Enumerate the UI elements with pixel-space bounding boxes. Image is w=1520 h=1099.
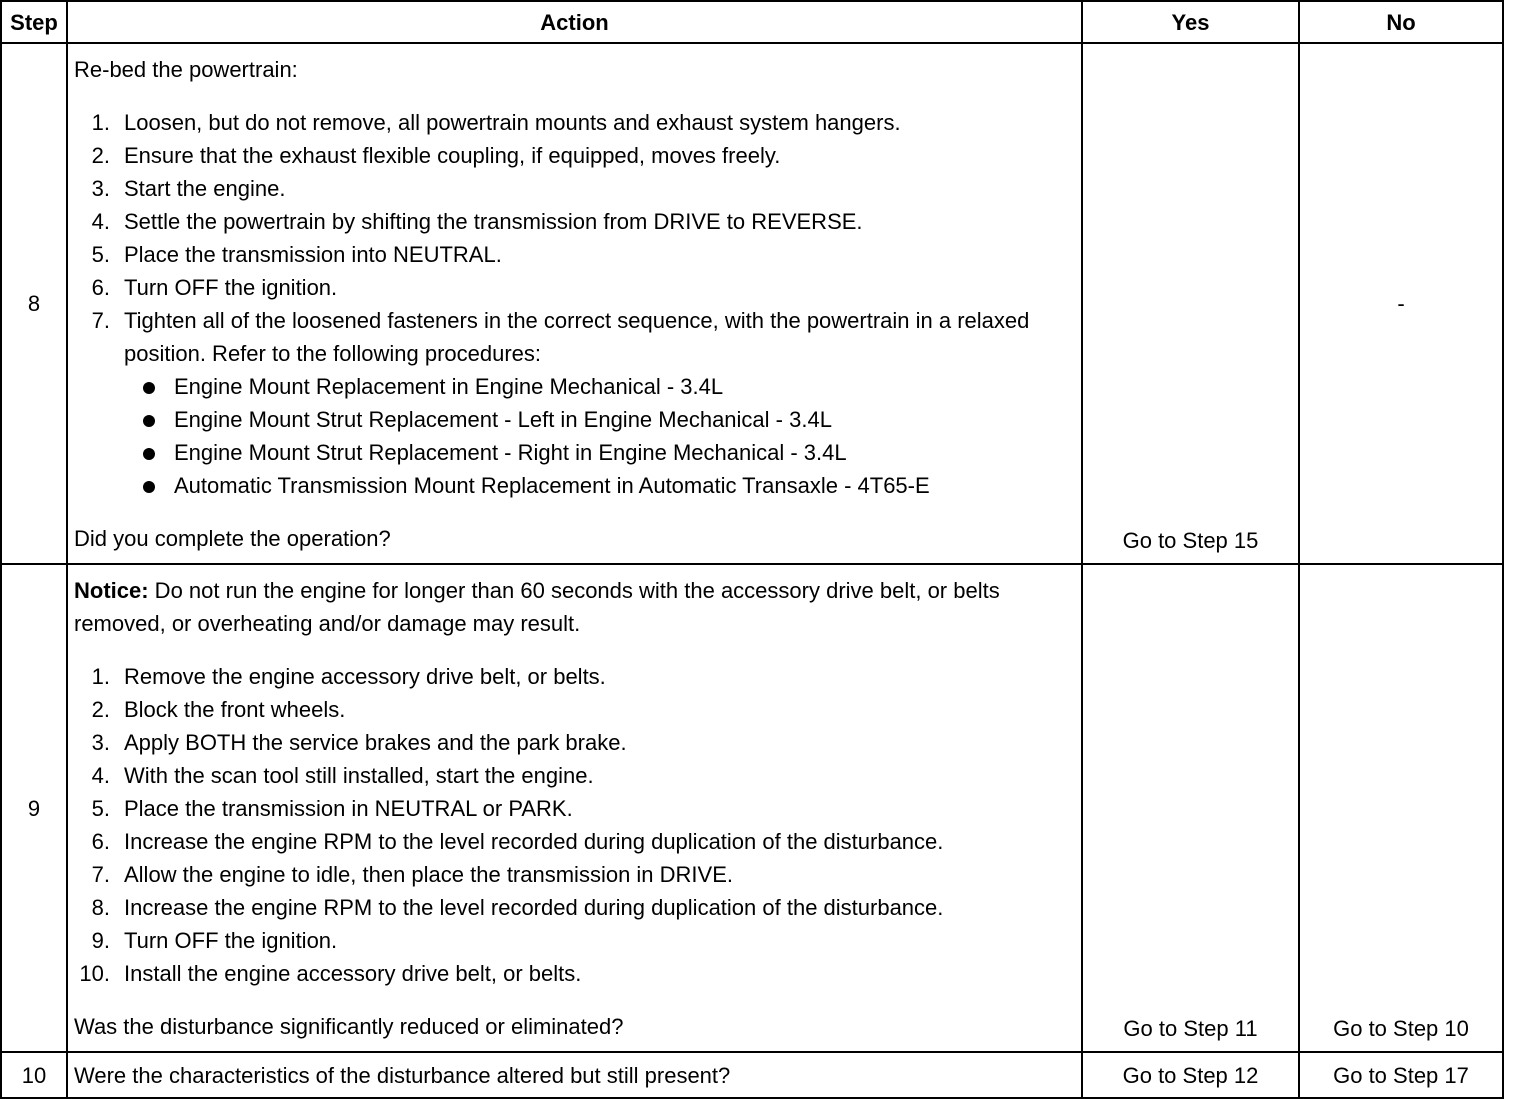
notice-paragraph (74, 574, 1071, 640)
bullet-text: Engine Mount Replacement in Engine Mechanical - 3.4L (174, 374, 724, 399)
bullet-list (124, 370, 1071, 502)
list-item (74, 238, 1071, 271)
bullet-text: Automatic Transmission Mount Replacement in Automatic Transaxle - 4T65-E (174, 473, 930, 498)
action-cell (67, 1052, 1082, 1098)
item-number: 7. (91, 308, 110, 333)
action-cell (67, 564, 1082, 1052)
no-answer: - (1397, 291, 1405, 316)
list-item (74, 924, 1071, 957)
list-item (74, 172, 1071, 205)
item-text: Start the engine. (124, 176, 286, 201)
list-item (74, 693, 1071, 726)
item-number: 3. (91, 176, 110, 201)
item-number: 5. (91, 796, 110, 821)
action-intro: Re-bed the powertrain: (74, 57, 298, 82)
item-number: 10. (79, 961, 110, 986)
header-row (1, 1, 1503, 43)
table-row-step-9 (1, 564, 1503, 1052)
list-item (74, 825, 1071, 858)
list-item (74, 759, 1071, 792)
header-no: No (1299, 1, 1503, 43)
item-text: Tighten all of the loosened fasteners in the correct sequence, with the powertrain in a relaxed position. Refer to the following procedures: (124, 308, 1030, 366)
list-item (74, 792, 1071, 825)
yes-cell (1082, 43, 1299, 564)
item-text: Block the front wheels. (124, 697, 346, 722)
bullet-item (124, 436, 1071, 469)
item-number: 8. (91, 895, 110, 920)
step-number: 10 (1, 1052, 67, 1098)
yes-cell (1082, 1052, 1299, 1098)
list-item (74, 139, 1071, 172)
bullet-item (124, 403, 1071, 436)
item-number: 2. (91, 697, 110, 722)
bullet-item (124, 370, 1071, 403)
numbered-list (74, 106, 1071, 502)
bullet-text: Engine Mount Strut Replacement - Left in Engine Mechanical - 3.4L (174, 407, 832, 432)
item-number: 3. (91, 730, 110, 755)
step-number: 8 (1, 43, 67, 564)
item-text: Turn OFF the ignition. (124, 928, 338, 953)
action-question: Did you complete the operation? (74, 526, 391, 551)
item-text: Place the transmission in NEUTRAL or PARK. (124, 796, 573, 821)
item-text: Settle the powertrain by shifting the transmission from DRIVE to REVERSE. (124, 209, 863, 234)
no-cell (1299, 1052, 1503, 1098)
list-item (74, 205, 1071, 238)
header-step: Step (1, 1, 67, 43)
header-action: Action (67, 1, 1082, 43)
item-text: Loosen, but do not remove, all powertrain mounts and exhaust system hangers. (124, 110, 901, 135)
no-cell (1299, 43, 1503, 564)
notice-text: Do not run the engine for longer than 60 seconds with the accessory drive belt, or belts removed, or overheating and/or damage may result. (74, 578, 1000, 636)
list-item (74, 957, 1071, 990)
table-row-step-8 (1, 43, 1503, 564)
yes-answer: Go to Step 12 (1122, 1062, 1259, 1088)
item-number: 1. (91, 664, 110, 689)
list-item (74, 660, 1071, 693)
item-text: Ensure that the exhaust flexible coupling, if equipped, moves freely. (124, 143, 781, 168)
list-item (74, 304, 1071, 502)
item-number: 1. (91, 110, 110, 135)
bullet-icon (143, 415, 155, 427)
list-item (74, 106, 1071, 139)
bullet-text: Engine Mount Strut Replacement - Right in Engine Mechanical - 3.4L (174, 440, 847, 465)
step-number: 9 (1, 564, 67, 1052)
bullet-icon (143, 448, 155, 460)
item-number: 7. (91, 862, 110, 887)
numbered-list (74, 660, 1071, 990)
no-answer: Go to Step 10 (1333, 1016, 1469, 1041)
list-item (74, 891, 1071, 924)
item-text: Increase the engine RPM to the level recorded during duplication of the disturbance. (124, 829, 944, 854)
yes-answer: Go to Step 11 (1123, 1016, 1258, 1041)
bullet-icon (143, 382, 155, 394)
bullet-item (124, 469, 1071, 502)
notice-label: Notice: (74, 578, 149, 603)
yes-answer: Go to Step 15 (1122, 528, 1259, 553)
item-text: Remove the engine accessory drive belt, or belts. (124, 664, 606, 689)
header-yes: Yes (1082, 1, 1299, 43)
item-number: 2. (91, 143, 110, 168)
yes-cell (1082, 564, 1299, 1052)
list-item (74, 271, 1071, 304)
item-number: 4. (91, 763, 110, 788)
list-item (74, 726, 1071, 759)
list-item (74, 858, 1071, 891)
item-number: 4. (91, 209, 110, 234)
item-text: Increase the engine RPM to the level recorded during duplication of the disturbance. (124, 895, 944, 920)
action-question: Were the characteristics of the disturbance altered but still present? (74, 1062, 731, 1088)
item-text: Apply BOTH the service brakes and the park brake. (124, 730, 627, 755)
table-row-step-10 (1, 1052, 1503, 1098)
bullet-icon (143, 481, 155, 493)
item-number: 5. (91, 242, 110, 267)
item-number: 6. (91, 829, 110, 854)
no-cell (1299, 564, 1503, 1052)
item-text: Install the engine accessory drive belt, or belts. (124, 961, 582, 986)
item-number: 9. (91, 928, 110, 953)
no-answer: Go to Step 17 (1333, 1062, 1469, 1088)
item-text: Turn OFF the ignition. (124, 275, 338, 300)
item-text: With the scan tool still installed, start the engine. (124, 763, 594, 788)
item-number: 6. (91, 275, 110, 300)
action-question: Was the disturbance significantly reduced or eliminated? (74, 1014, 624, 1039)
item-text: Allow the engine to idle, then place the transmission in DRIVE. (124, 862, 733, 887)
item-text: Place the transmission into NEUTRAL. (124, 242, 502, 267)
action-cell (67, 43, 1082, 564)
